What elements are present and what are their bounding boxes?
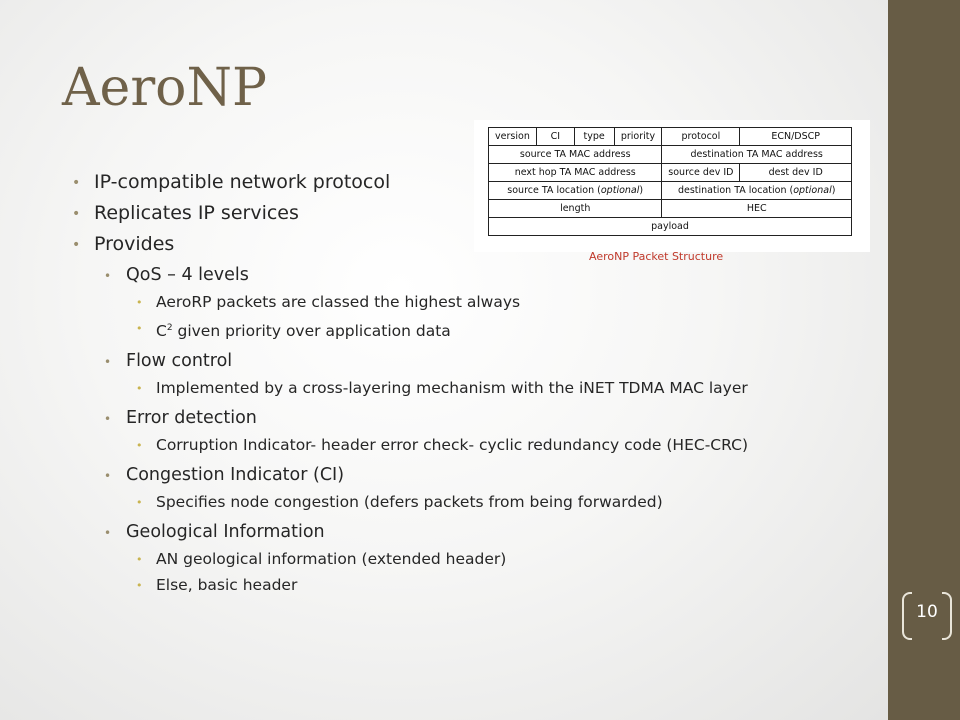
bullet-text: Implemented by a cross-layering mechanism with the iNET TDMA MAC layer: [156, 379, 748, 398]
bullet-dot: •: [136, 296, 143, 309]
bullet-text: QoS – 4 levels: [126, 265, 249, 285]
field-hec: HEC: [662, 200, 852, 218]
field-ecn-dscp: ECN/DSCP: [740, 128, 852, 146]
bullet-dot: •: [136, 496, 143, 510]
page-number-badge: [902, 592, 952, 636]
bullet-dot: •: [136, 439, 143, 453]
bullet-dot: •: [136, 382, 143, 396]
source-location-optional: optional: [600, 185, 640, 196]
bullet-text: Flow control: [126, 351, 233, 372]
source-location-label: source TA location (: [507, 185, 601, 196]
packet-row-2: [489, 146, 852, 164]
field-protocol: protocol: [662, 128, 740, 146]
page-number: 10: [916, 602, 938, 622]
bullet-text-c: C: [156, 322, 167, 341]
bullet-qos-aerorp: [136, 293, 832, 311]
bullet-text: Error detection: [126, 408, 257, 429]
field-source-mac: source TA MAC address: [489, 146, 662, 164]
bullet-dot: •: [136, 553, 143, 567]
field-priority: priority: [614, 128, 662, 146]
bullet-dot: •: [72, 237, 81, 253]
bullet-text-rest: given priority over application data: [172, 322, 451, 341]
bullet-text: Congestion Indicator (CI): [126, 465, 345, 486]
bullet-qos: [104, 265, 832, 285]
bullet-dot: •: [72, 175, 81, 191]
bullet-dot: •: [104, 269, 112, 283]
bullet-text: Geological Information: [126, 522, 325, 543]
bullet-flow-control: [104, 351, 832, 371]
bullet-text: Replicates IP services: [94, 202, 299, 224]
field-ci: CI: [536, 128, 574, 146]
bullet-dot: •: [136, 579, 143, 593]
destination-location-close: ): [831, 185, 836, 196]
bullet-flow-implemented: [136, 379, 832, 397]
bullet-dot: •: [104, 355, 112, 370]
field-next-hop-mac: next hop TA MAC address: [489, 164, 662, 182]
bullet-geological-basic: [136, 576, 832, 594]
field-source-dev-id: source dev ID: [662, 164, 740, 182]
bullet-text: IP-compatible network protocol: [94, 171, 391, 193]
bullet-text: Specifies node congestion (defers packets from being forwarded): [156, 493, 663, 512]
packet-row-1: [489, 128, 852, 146]
superscript-2: 2: [166, 323, 173, 333]
bullet-replicates: [72, 203, 832, 224]
source-location-close: ): [639, 185, 644, 196]
destination-location-optional: optional: [793, 185, 832, 196]
bullet-text: Provides: [94, 233, 175, 255]
destination-location-label: destination TA location (: [677, 185, 794, 196]
bullet-text: AeroRP packets are classed the highest always: [156, 293, 521, 311]
bullet-qos-c2: [136, 319, 832, 340]
bullet-dot: •: [104, 526, 112, 541]
field-type: type: [574, 128, 614, 146]
bullet-ip-compatible: [72, 172, 832, 193]
field-payload: payload: [489, 218, 852, 236]
bullet-geological: [104, 522, 832, 542]
bullet-congestion-specifies: [136, 493, 832, 511]
bullet-geological-an: [136, 550, 832, 568]
bullet-text: Else, basic header: [156, 576, 298, 595]
bullet-congestion: [104, 465, 832, 485]
bullet-provides: [72, 234, 832, 255]
bullet-dot: •: [104, 469, 112, 484]
field-version: version: [489, 128, 537, 146]
bullet-text: Corruption Indicator- header error check- cyclic redundancy code (HEC-CRC): [156, 436, 748, 455]
bullet-dot: •: [72, 206, 81, 222]
bullet-list: [72, 172, 832, 602]
bullet-dot: •: [136, 322, 143, 335]
field-dest-dev-id: dest dev ID: [740, 164, 852, 182]
bullet-dot: •: [104, 412, 112, 427]
field-length: length: [489, 200, 662, 218]
figure-caption: AeroNP Packet Structure: [589, 250, 724, 263]
bullet-error-corruption: [136, 436, 832, 454]
bullet-text: AN geological information (extended header): [156, 550, 507, 569]
slide-title: AeroNP: [62, 58, 267, 118]
bullet-error-detection: [104, 408, 832, 428]
field-destination-mac: destination TA MAC address: [662, 146, 852, 164]
